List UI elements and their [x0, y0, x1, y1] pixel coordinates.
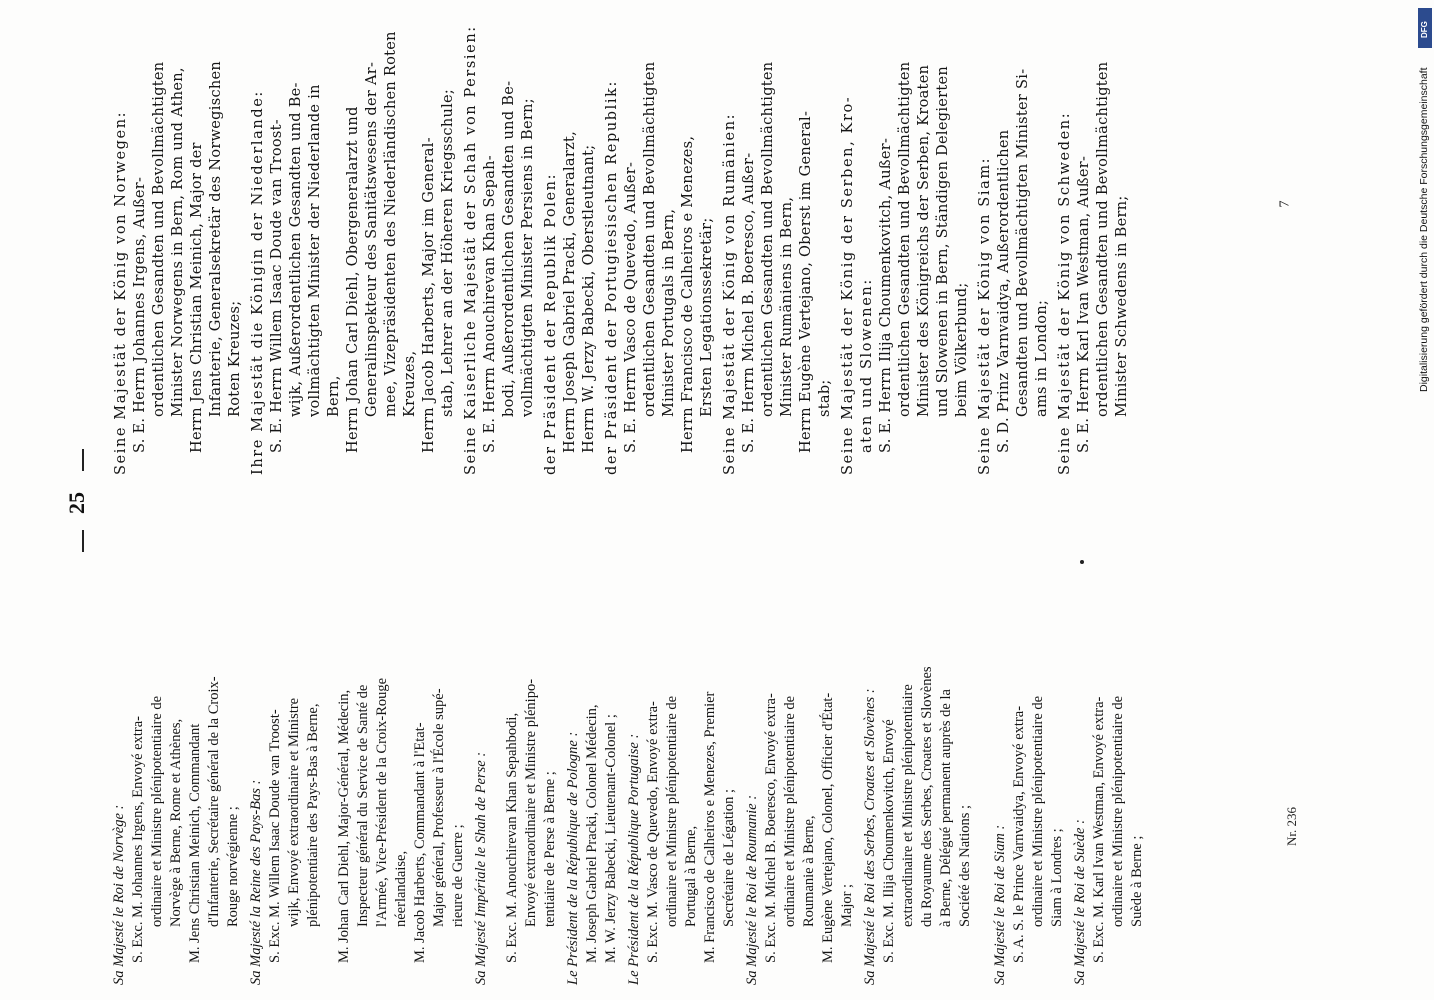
text-line: rieure de Guerre ; [450, 824, 466, 927]
text-line: Secrétaire de Légation ; [721, 788, 737, 927]
french-entry-sepahbodi [503, 565, 560, 985]
text-line: Herrn W. Jerzy Babecki, Oberstleutnant; [581, 144, 597, 453]
text-line: vollmächtigten Minister Persiens in Bern; [520, 98, 536, 417]
text-line: Minister Norwegens in Bern, Rom und Athen, [170, 67, 186, 417]
text-line: ordentlichen Gesandten und Bevollmächtigten [760, 61, 776, 417]
text-line: und Slowenen in Bern, Ständigen Delegierten [935, 65, 951, 417]
german-heading-siam: Seine Majestät der König von Siam: [977, 156, 993, 475]
french-heading-persia: Sa Majesté Impériale le Shah de Perse : [473, 751, 489, 985]
digitization-note: Digitalisierung gefördert durch die Deutsche Forschungsgemeinschaft [1418, 67, 1430, 392]
text-line: ordentlichen Gesandten und Bevollmächtigten [151, 61, 167, 417]
dfg-logo-text: DFG [1420, 21, 1429, 38]
signature-number: 7 [1277, 200, 1293, 208]
french-entry-quevedo [644, 565, 701, 985]
text-line: Rouge norvégienne ; [225, 806, 241, 927]
text-line: M. Eugène Vertejano, Colonel, Officier d'État- [820, 692, 836, 963]
text-line: S. E. Herrn Johannes Irgens, Außer- [132, 176, 148, 453]
text-line: M. Francisco de Calheiros e Menezes, Premier [702, 691, 718, 963]
dfg-logo [1418, 8, 1432, 48]
german-heading-norway: Seine Majestät der König von Norwegen: [113, 110, 129, 475]
german-heading-serbs-cont: aten und Slowenen: [859, 278, 875, 453]
text-line: Herrn Johan Carl Diehl, Obergeneralarzt und [345, 106, 361, 453]
text-line: Roumanie à Berne, [801, 815, 817, 927]
text-line: Société des Nations ; [957, 804, 973, 927]
text-line: l'Armée, Vice-Président de la Croix-Rouge [374, 677, 390, 927]
text-line: stab; [817, 379, 833, 417]
french-entry-pracki [583, 565, 602, 985]
text-line: M. Jacob Harberts, Commandant à l'Etat- [412, 722, 428, 963]
german-entry-choumenkovitch [877, 61, 972, 475]
scan-speck [1080, 560, 1084, 564]
text-line: ordinaire et Ministre plénipotentiaire de [782, 695, 798, 927]
text-line: M. Jens Christian Meinich, Commandant [187, 723, 203, 963]
text-line: Siam à Londres ; [1049, 828, 1065, 927]
text-line: ams in London; [1034, 299, 1050, 417]
text-line: vollmächtigten Minister der Niederlande in [307, 84, 323, 417]
text-line: Suède à Berne ; [1129, 835, 1145, 927]
text-line: stab, Lehrer an der Höheren Kriegsschule; [440, 88, 456, 417]
text-line: ordinaire et Ministre plénipotentiaire de [664, 695, 680, 927]
text-line: wijk, Envoyé extraordinaire et Ministre [286, 697, 302, 927]
german-entry-meinich [188, 60, 245, 475]
french-entry-harberts [411, 565, 468, 985]
text-line: Herrn Joseph Gabriel Pracki, Generalarzt, [562, 130, 578, 453]
page-number: 25 [64, 492, 89, 514]
text-line: plénipotentiaire des Pays-Bas à Berne, [305, 703, 321, 927]
text-line: à Berne, Délégué permanent auprès de la [938, 689, 954, 927]
text-line: S. E. Herrn Ilija Choumenkovitch, Außer- [878, 137, 894, 453]
german-entry-doude [268, 82, 344, 475]
german-entry-quevedo [622, 61, 679, 475]
text-line: Portugal à Berne, [683, 825, 699, 927]
text-line: S. E. Herrn Vasco de Quevedo, Außer- [623, 161, 639, 453]
german-entry-babecki [580, 90, 599, 475]
text-line: ordentlichen Gesandten und Bevollmächtigten [1095, 61, 1111, 417]
french-column [106, 565, 1147, 985]
german-heading-sweden: Seine Majestät der König von Schweden: [1057, 111, 1073, 475]
german-entry-diehl [344, 31, 420, 475]
french-heading-portugal: Le Président de la République Portugaise : [626, 733, 642, 985]
german-entry-westman [1075, 61, 1132, 475]
text-line: Infanterie, Generalsekretär des Norwegischen [208, 60, 224, 417]
text-line: S. E. Herrn Michel B. Boeresco, Außer- [741, 152, 757, 453]
text-line: Norvège à Berne, Rome et Athènes, [168, 718, 184, 927]
text-line: Ersten Legationssekretär; [699, 217, 715, 417]
text-line: Generalinspekteur des Sanitätswesens der Ar- [364, 61, 380, 417]
text-line: M. Johan Carl Diehl, Major-Général, Médecin, [336, 689, 352, 963]
text-line: S. Exc. M. Willem Isaac Doude van Troost- [267, 709, 283, 963]
text-line: mee, Vizepräsidenten des Niederländischen Roten [383, 31, 399, 417]
german-column [108, 25, 1132, 475]
printer-signature: Nr. 236 [1284, 807, 1299, 846]
text-line: bodi, Außerordentlichen Gesandten und Be- [501, 80, 517, 417]
text-line: S. A. S. le Prince Varnvaidya, Envoyé extra- [1011, 705, 1027, 963]
french-entry-varnvaidya [1010, 565, 1067, 985]
text-line: S. Exc. M. Johannes Irgens, Envoyé extra- [130, 716, 146, 963]
text-line: Inspecteur général du Service de Santé de [355, 684, 371, 927]
text-line: ordinaire et Ministre plénipotentiaire de [1030, 695, 1046, 927]
german-entry-irgens [131, 61, 188, 475]
text-line: Minister Portugals in Bern, [661, 208, 677, 417]
french-heading-norway: Sa Majesté le Roi de Norvège : [111, 804, 127, 985]
german-entry-calheiros [679, 90, 717, 475]
text-line: M. Joseph Gabriel Pracki, Colonel Médecin, [584, 704, 600, 963]
text-line: Envoyé extraordinaire et Ministre plénipo- [523, 678, 539, 927]
text-line: Herrn Jacob Harberts, Major im General- [421, 137, 437, 453]
french-entry-meinich [186, 565, 243, 985]
text-line: Minister Rumäniens in Bern, [779, 196, 795, 417]
french-entry-calheiros [701, 565, 739, 985]
text-line: Kreuzes, [402, 350, 418, 417]
text-line: M. W. Jerzy Babecki, Lieutenant-Colonel ; [603, 714, 619, 963]
german-heading-portugal: der Präsident der Portugiesischen Republik: [604, 79, 620, 475]
german-entry-pracki [561, 90, 580, 475]
text-line: du Royaume des Serbes, Croates et Slovènes [919, 666, 935, 927]
text-line: S. Exc. M. Ilija Choumenkovitch, Envoyé [881, 719, 897, 963]
german-entry-sepahbodi [481, 80, 538, 475]
text-line: S. D. Prinz Varnvaidya, Außerordentlichen [996, 129, 1012, 453]
french-heading-poland: Le Président de la République de Pologne : [565, 731, 581, 985]
page-number-dash [82, 530, 84, 552]
text-line: d'Infanterie, Secrétaire général de la Croix- [206, 676, 222, 927]
text-line: Major ; [839, 883, 855, 927]
french-entry-westman [1090, 565, 1147, 985]
text-line: Gesandten und Bevollmächtigten Minister Si- [1015, 68, 1031, 417]
french-heading-romania: Sa Majesté le Roi de Roumanie : [744, 794, 760, 985]
german-heading-poland: der Präsident der Republik Polen: [543, 172, 559, 475]
french-entry-irgens [129, 565, 186, 985]
french-heading-sweden: Sa Majesté le Roi de Suède : [1072, 819, 1088, 985]
german-heading-romania: Seine Majestät der König von Rumänien: [722, 112, 738, 475]
french-heading-netherlands: Sa Majesté la Reine des Pays-Bas : [248, 779, 264, 985]
text-line: wijk, Außerordentlichen Gesandten und Be- [288, 82, 304, 417]
french-heading-siam: Sa Majesté le Roi de Siam : [992, 824, 1008, 985]
text-line: ordinaire et Ministre plénipotentiaire de [1110, 695, 1126, 927]
text-line: néerlandaise, [393, 850, 409, 927]
text-line: Minister Schwedens in Bern; [1114, 195, 1130, 417]
text-line: Herrn Eugène Vertejano, Oberst im General- [798, 110, 814, 453]
text-line: Major général, Professeur à l'École supé- [431, 688, 447, 927]
text-line: S. Exc. M. Vasco de Quevedo, Envoyé extra- [645, 701, 661, 963]
german-entry-harberts [420, 90, 458, 475]
text-line: S. Exc. M. Michel B. Boeresco, Envoyé extra- [763, 693, 779, 963]
french-entry-boeresco [762, 565, 819, 985]
german-entry-boeresco [740, 61, 797, 475]
text-line: extraordinaire et Ministre plénipotentiaire [900, 684, 916, 927]
text-line: Herrn Jens Christian Meinich, Major der [189, 142, 205, 453]
text-line: Minister des Königreichs der Serben, Kroaten [916, 64, 932, 417]
text-line: beim Völkerbund; [954, 282, 970, 417]
text-line: ordentlichen Gesandten und Bevollmächtigten [642, 61, 658, 417]
text-line: tentiaire de Perse à Berne ; [542, 771, 558, 927]
text-line: S. Exc. M. Anouchirevan Khan Sepahbodi, [504, 712, 520, 963]
french-entry-choumenkovitch [880, 565, 975, 985]
german-entry-vertejano [797, 90, 835, 475]
german-heading-netherlands: Ihre Majestät die Königin der Niederlande: [250, 90, 266, 475]
page-number-dash [82, 449, 84, 471]
french-entry-vertejano [819, 565, 857, 985]
text-line: Roten Kreuzes; [227, 300, 243, 417]
text-line: S. E. Herrn Anouchirevan Khan Sepah- [482, 155, 498, 453]
french-entry-diehl [335, 565, 411, 985]
text-line: S. E. Herrn Willem Isaac Doude van Troost- [269, 119, 285, 453]
german-heading-serbs: Seine Majestät der König der Serben, Kro- [840, 95, 856, 475]
text-line: S. E. Herrn Karl Ivan Westman, Außer- [1076, 155, 1092, 453]
german-entry-varnvaidya [995, 68, 1052, 475]
text-line: ordentlichen Gesandten und Bevollmächtigten [897, 61, 913, 417]
french-heading-serbs: Sa Majesté le Roi des Serbes, Croates et Slovènes : [862, 688, 878, 985]
text-line: S. Exc. M. Karl Ivan Westman, Envoyé extra- [1091, 696, 1107, 963]
text-line: Bern, [326, 375, 342, 417]
german-heading-persia: Seine Kaiserliche Majestät der Schah von Persien: [463, 25, 479, 475]
text-line: ordinaire et Ministre plénipotentiaire de [149, 695, 165, 927]
text-line: Herrn Francisco de Calheiros e Menezes, [680, 135, 696, 453]
french-entry-doude [266, 565, 323, 985]
french-entry-babecki [602, 565, 621, 985]
